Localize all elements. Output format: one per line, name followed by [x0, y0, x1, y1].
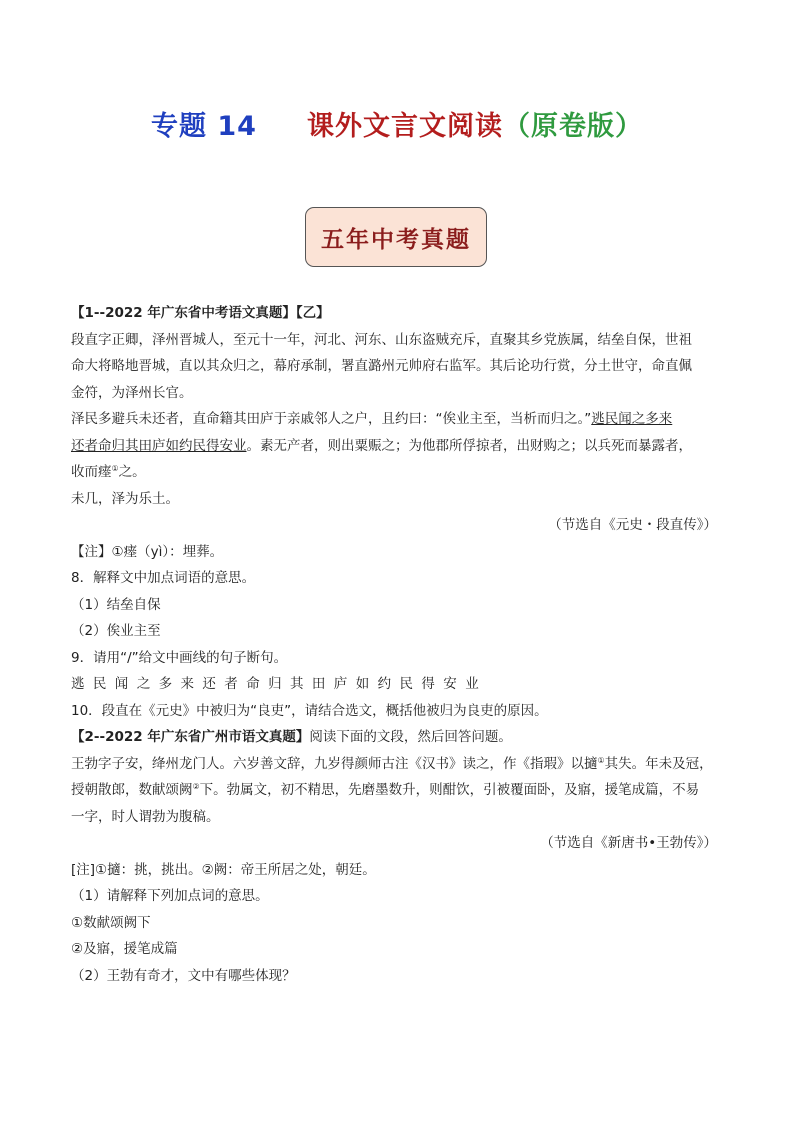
passage2-note: [注]①擿：挑，挑出。②阙：帝王所居之处，朝廷。	[71, 861, 376, 878]
title-topic-name: 课外文言文阅读	[306, 111, 503, 142]
passage1-text-segment: 之。	[118, 464, 146, 480]
passage2-text-segment: 王勃字子安，绛州龙门人。六岁善文辞，九岁得颜师古注《汉书》读之，作《指瑕》以擿	[71, 755, 598, 772]
section-label-box: 五年中考真题	[305, 207, 487, 267]
footnote-mark: ①	[597, 755, 605, 765]
passage2-question-1-item-b: ②及寤，援笔成篇	[71, 941, 178, 957]
passage1-text-line	[71, 433, 725, 460]
title-topic-number: 专题 14	[151, 111, 257, 142]
passage2-heading-source: 【2--2022 年广东省广州市语文真题】	[71, 729, 310, 745]
passage2-text-line: 一字，时人谓勃为腹稿。	[71, 808, 220, 825]
passage2-question-1-item-a: ①数献颂阙下	[71, 914, 151, 931]
passage1-text-segment: 泽民多避兵未还者，直命籍其田庐于亲戚邻人之户，且约曰：“俟业主至，当析而归之。”	[71, 411, 592, 427]
footnote-mark: ①	[111, 464, 119, 473]
question-9: 9．请用“/”给文中画线的句子断句。	[71, 649, 288, 666]
question-8-item-2: （2）俟业主至	[71, 623, 161, 639]
passage1-text-segment: 收而瘗	[71, 464, 112, 480]
passage1-text-line	[71, 459, 725, 486]
passage1-note: 【注】①瘗（yì）：埋葬。	[71, 543, 224, 560]
question-9-sentence: 逃民闻之多来还者命归其田庐如约民得安业	[71, 676, 488, 692]
passage2-text-segment: 授朝散郎，数献颂阙	[71, 782, 193, 798]
question-8-item-1: （1）结垒自保	[71, 596, 161, 613]
question-10: 10．段直在《元史》中被归为“良吏”，请结合选文，概括他被归为良吏的原因。	[71, 702, 548, 719]
passage2-text-line	[71, 751, 725, 778]
passage2-question-1: （1）请解释下列加点词的意思。	[71, 888, 269, 904]
document-body	[71, 300, 725, 989]
passage2-source: （节选自《新唐书•王勃传》）	[540, 835, 717, 851]
question-8: 8．解释文中加点词语的意思。	[71, 570, 256, 586]
passage1-text-line	[71, 406, 725, 433]
passage1-text-line: 金符，为泽州长官。	[71, 384, 193, 401]
passage2-text-segment: 下。勃属文，初不精思，先磨墨数升，则酣饮，引被覆面卧，及寤，援笔成篇，不易	[199, 782, 700, 798]
passage1-heading: 【1--2022 年广东省中考语文真题】【乙】	[71, 305, 330, 321]
underlined-sentence: 逃民闻之多来	[591, 411, 673, 427]
passage2-heading	[71, 724, 725, 751]
underlined-sentence: 还者命归其田庐如约民得安业	[71, 437, 247, 454]
passage1-text-line: 未几，泽为乐土。	[71, 490, 179, 507]
passage1-text-segment: 。素无产者，则出粟赈之；为他郡所俘掠者，出财购之；以兵死而暴露者，	[246, 437, 692, 454]
passage2-question-2: （2）王勃有奇才，文中有哪些体现？	[71, 967, 296, 984]
passage1-text-line: 段直字正卿，泽州晋城人，至元十一年，河北、河东、山东盗贼充斥，直聚其乡党族属，结垒自保，世祖	[71, 331, 692, 348]
passage2-heading-instruction: 阅读下面的文段，然后回答问题。	[309, 729, 512, 745]
footnote-mark: ②	[192, 782, 200, 791]
page-title	[0, 104, 794, 143]
title-edition: （原卷版）	[502, 111, 643, 142]
passage2-text-line	[71, 777, 725, 804]
passage1-text-line: 命大将略地晋城，直以其众归之，幕府承制，署直潞州元帅府右监军。其后论功行赏，分土世守，命直佩	[71, 358, 692, 374]
passage1-source: （节选自《元史・段直传》）	[548, 517, 717, 533]
passage2-text-segment: 其失。年未及冠，	[604, 755, 713, 772]
